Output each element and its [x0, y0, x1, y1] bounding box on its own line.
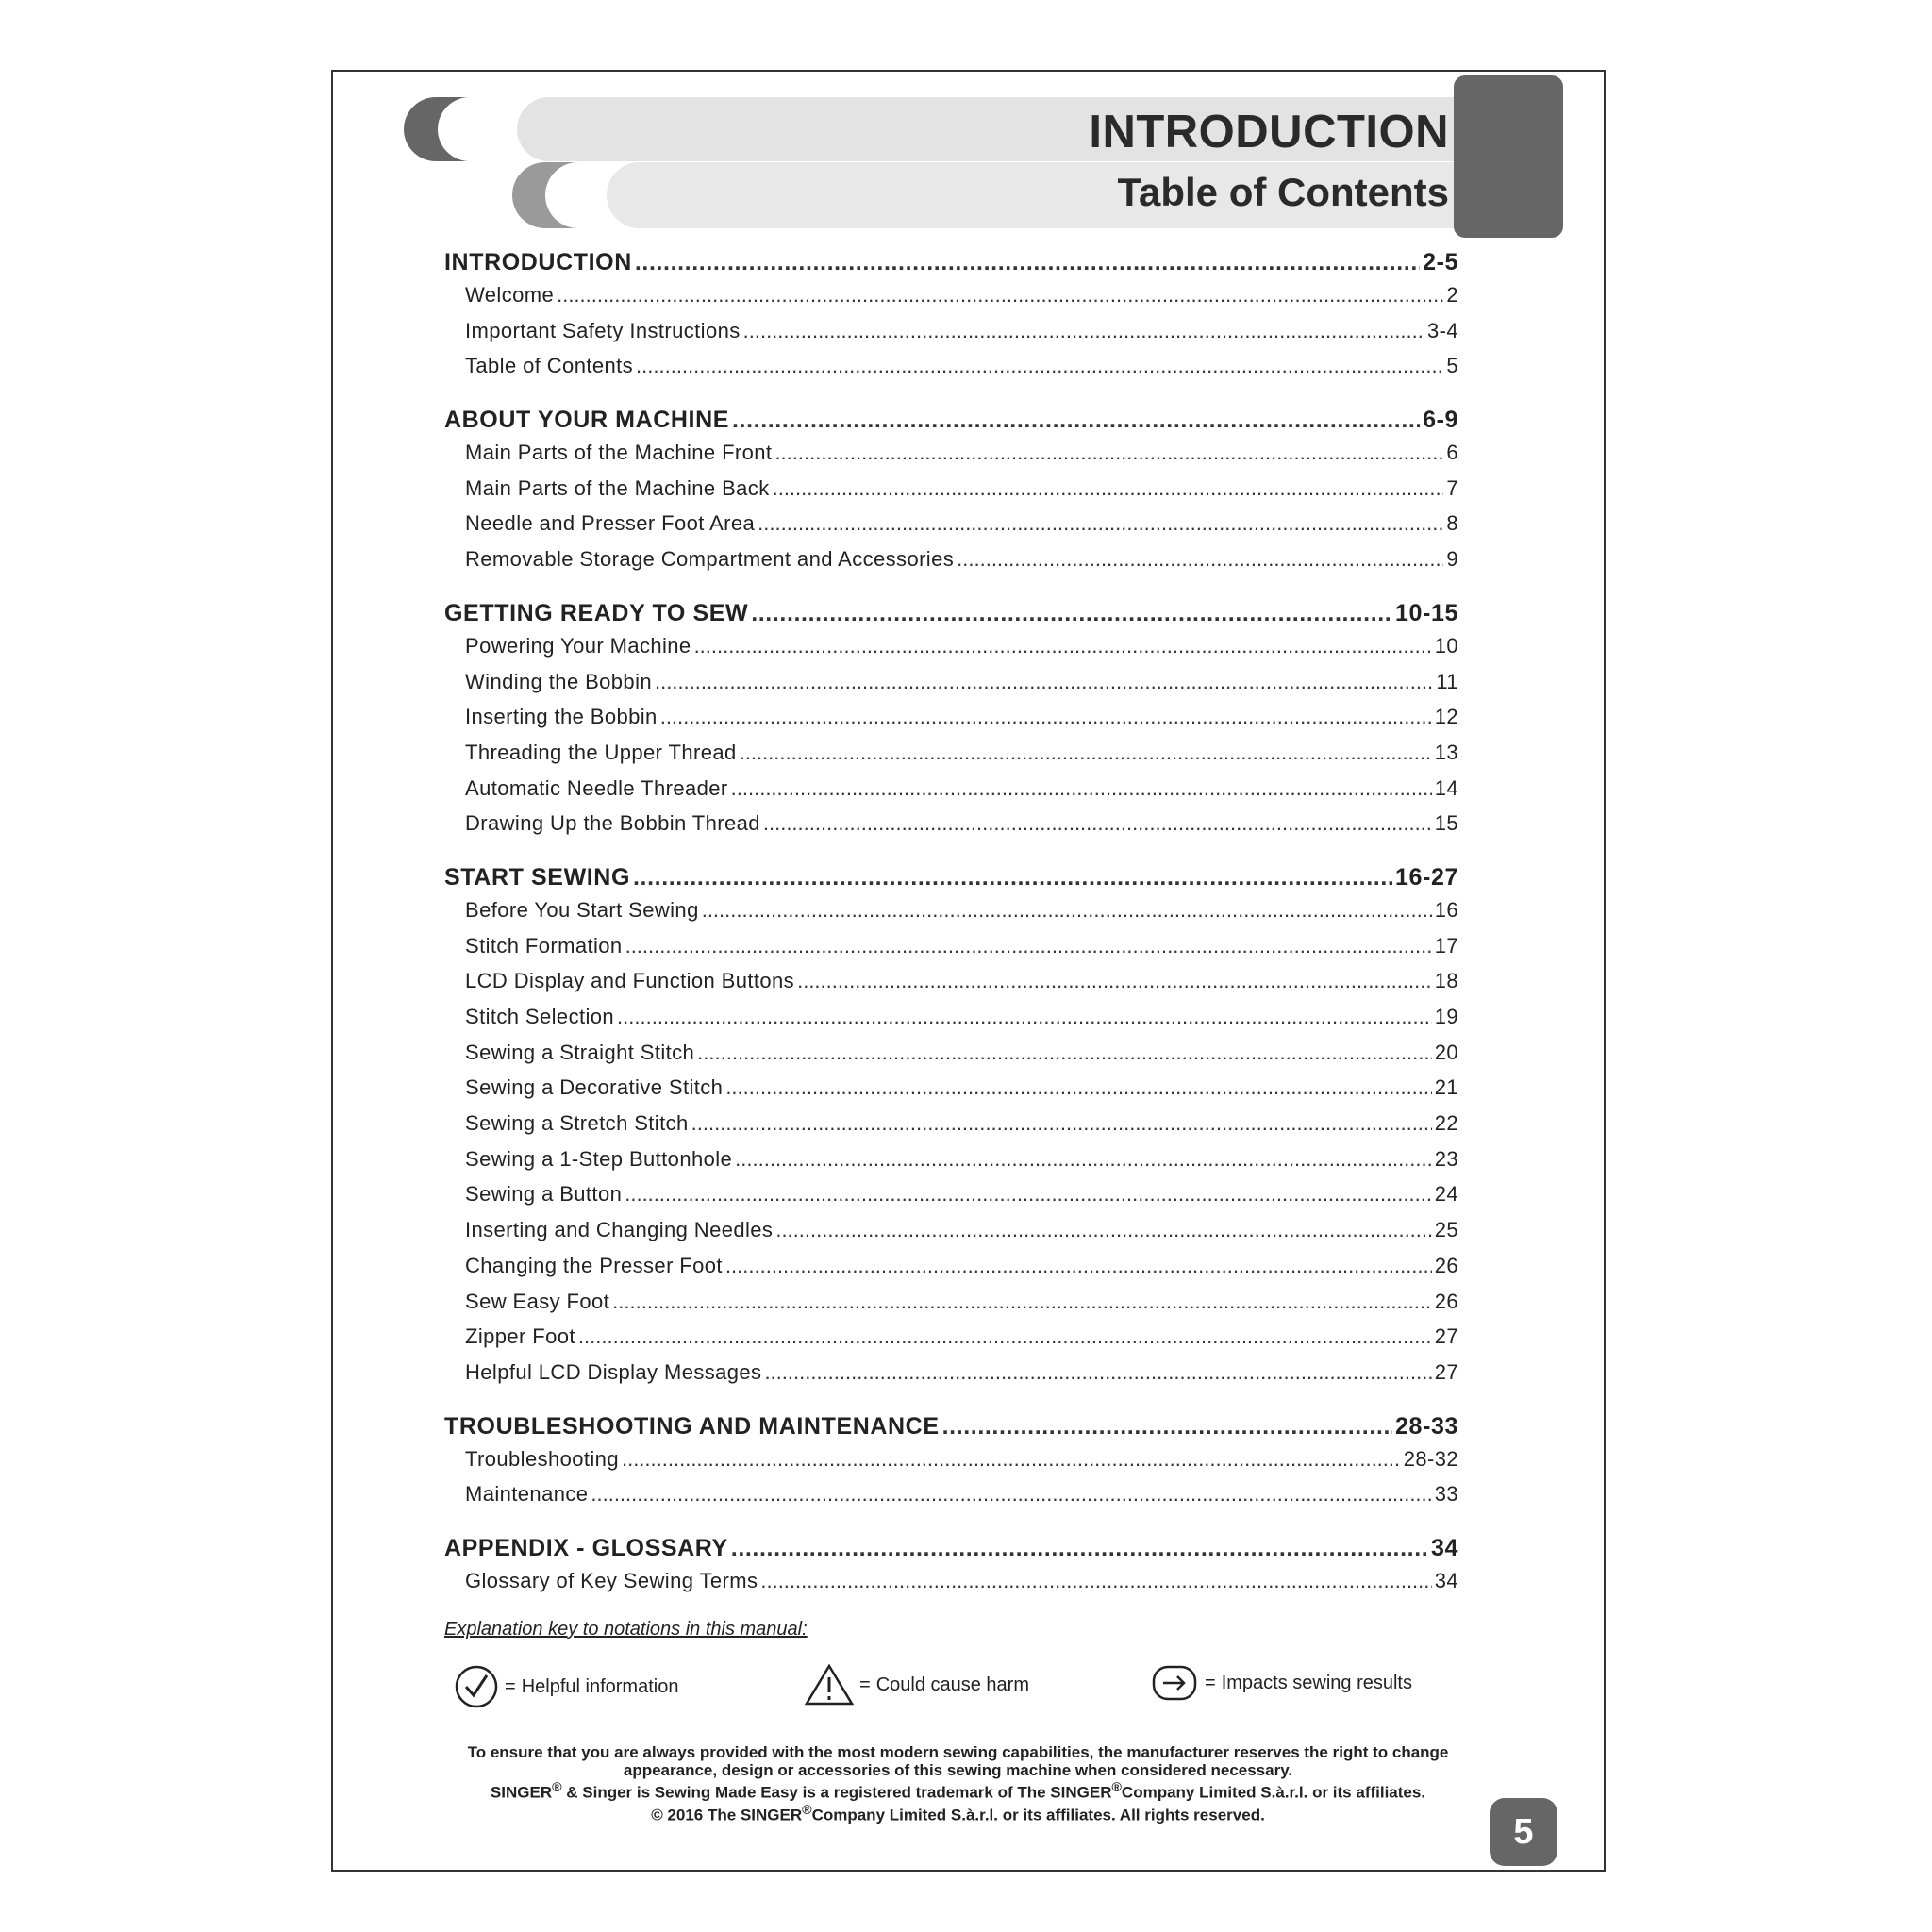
toc-item-label: Removable Storage Compartment and Accessories: [465, 547, 955, 572]
toc-item: [444, 1147, 1458, 1183]
toc-item-page: 25: [1434, 1218, 1458, 1242]
toc-item: [444, 1075, 1458, 1111]
toc-item-page: 16: [1434, 897, 1458, 922]
toc-item: [444, 741, 1458, 776]
toc-item-page: 3-4: [1427, 318, 1458, 342]
toc-item-page: 26: [1434, 1289, 1458, 1313]
toc-item: [444, 1005, 1458, 1041]
toc-item: [444, 354, 1458, 390]
registered-mark: ®: [1111, 1780, 1122, 1795]
dot-leader: [735, 1147, 1432, 1172]
dot-leader: [764, 1360, 1431, 1385]
toc-item-page: 28-32: [1403, 1446, 1458, 1471]
toc-item-label: Stitch Selection: [465, 1005, 615, 1028]
toc-item-page: 18: [1434, 969, 1458, 993]
toc-item: [444, 969, 1458, 1005]
page-subtitle: Table of Contents: [1117, 170, 1449, 214]
toc-item: [444, 670, 1458, 706]
brand-name: SINGER: [740, 1806, 803, 1824]
toc-item: [444, 1324, 1458, 1360]
toc-item: [444, 1111, 1458, 1147]
key-equals: =: [1205, 1672, 1216, 1693]
toc-item-label: Welcome: [465, 283, 555, 307]
page-title: INTRODUCTION: [1089, 107, 1449, 158]
toc-item-page: 8: [1446, 511, 1458, 536]
toc-item: [444, 1041, 1458, 1076]
footer-line-1: To ensure that you are always provided with the most modern sewing capabilities, the manufacturer reserves the right to change appearance, design or accessories of this sewing machine when considered necessary.: [467, 1743, 1449, 1779]
checkmark-circle-icon: [454, 1664, 499, 1709]
toc-item: [444, 811, 1458, 847]
brand-name: SINGER: [1050, 1783, 1112, 1802]
toc-item-page: 12: [1434, 705, 1458, 729]
footer-line-2: [437, 1779, 1479, 1802]
toc-item-page: 17: [1434, 933, 1458, 958]
dot-leader: [694, 634, 1432, 658]
toc-item-label: Sewing a Decorative Stitch: [465, 1075, 724, 1100]
dot-leader: [758, 511, 1443, 536]
key-harm: [805, 1664, 1029, 1706]
toc-item-label: Sewing a Straight Stitch: [465, 1040, 695, 1064]
dot-leader: [774, 441, 1443, 465]
dot-leader: [655, 670, 1433, 694]
dot-leader: [557, 283, 1443, 308]
dot-leader: [591, 1482, 1431, 1507]
toc-item-label: Table of Contents: [465, 354, 634, 378]
toc-item-page: 22: [1434, 1111, 1458, 1136]
toc-item-page: 21: [1434, 1075, 1458, 1100]
toc-section-title: INTRODUCTION: [444, 249, 632, 275]
toc-item-label: Winding the Bobbin: [465, 669, 652, 693]
footer-line-2-mid: & Singer is Sewing Made Easy is a registered trademark of The: [561, 1783, 1051, 1802]
toc-section-title: GETTING READY TO SEW: [444, 599, 749, 626]
dot-leader: [697, 1041, 1432, 1065]
toc-section: [444, 1535, 1458, 1569]
toc-item-page: 27: [1434, 1359, 1458, 1384]
toc-section: [444, 600, 1458, 634]
toc-item-page: 19: [1434, 1005, 1458, 1028]
toc-item-label: Troubleshooting: [465, 1446, 619, 1471]
toc-item-label: Threading the Upper Thread: [465, 740, 737, 764]
dot-leader: [702, 898, 1432, 923]
key-heading: Explanation key to notations in this manual:: [444, 1619, 808, 1640]
dot-leader: [636, 354, 1443, 378]
dot-leader: [751, 600, 1392, 627]
toc-item: [444, 776, 1458, 812]
toc-item-page: 14: [1434, 775, 1458, 800]
toc-section: [444, 249, 1458, 283]
light-hook-decoration: [512, 162, 580, 228]
toc-item: [444, 1447, 1458, 1483]
toc-item-page: 6: [1446, 441, 1458, 465]
toc-section-title: ABOUT YOUR MACHINE: [444, 407, 730, 434]
toc-item-label: Automatic Needle Threader: [465, 775, 728, 800]
key-helpful: [454, 1664, 678, 1709]
dot-leader: [633, 864, 1392, 891]
toc-item-page: 15: [1434, 811, 1458, 836]
footer-line-3-start: © 2016 The: [651, 1806, 741, 1824]
dot-leader: [942, 1413, 1392, 1441]
toc-item-label: LCD Display and Function Buttons: [465, 969, 795, 993]
dot-leader: [740, 741, 1432, 765]
toc-item-label: Zipper Foot: [465, 1324, 575, 1349]
toc-section-pages: 28-33: [1395, 1412, 1458, 1440]
toc-section-pages: 6-9: [1423, 407, 1458, 434]
toc-item-label: Maintenance: [465, 1482, 589, 1507]
toc-item: [444, 634, 1458, 670]
toc-section: [444, 407, 1458, 441]
toc-item-page: 24: [1434, 1182, 1458, 1207]
dot-leader: [731, 776, 1432, 801]
dot-leader: [660, 705, 1432, 729]
toc-item-label: Sew Easy Foot: [465, 1289, 610, 1313]
toc-item-label: Inserting the Bobbin: [465, 705, 658, 729]
dot-leader: [775, 1218, 1431, 1242]
dot-leader: [760, 1569, 1431, 1593]
toc-section-title: APPENDIX - GLOSSARY: [444, 1534, 728, 1561]
dark-hook-decoration: [404, 97, 472, 161]
toc-item: [444, 511, 1458, 547]
warning-triangle-icon: [805, 1664, 854, 1706]
toc-item: [444, 441, 1458, 476]
toc-item-label: Powering Your Machine: [465, 633, 691, 658]
footer-line-3-end: Company Limited S.à.r.l. or its affiliates. All rights reserved.: [811, 1806, 1265, 1824]
dot-leader: [635, 249, 1420, 276]
toc-section: [444, 1413, 1458, 1447]
dot-leader: [763, 811, 1432, 836]
toc-item-label: Inserting and Changing Needles: [465, 1218, 774, 1242]
toc-item: [444, 1360, 1458, 1396]
toc-item: [444, 898, 1458, 934]
key-equals: =: [505, 1675, 516, 1697]
dot-leader: [612, 1290, 1432, 1314]
dot-leader: [773, 476, 1444, 501]
dot-leader: [691, 1111, 1432, 1136]
toc-item-page: 23: [1434, 1146, 1458, 1171]
toc-item: [444, 547, 1458, 583]
section-tab: [1454, 75, 1563, 238]
page-number: 5: [1490, 1798, 1557, 1866]
toc-item-page: 5: [1446, 354, 1458, 378]
toc-item: [444, 1482, 1458, 1518]
toc-item: [444, 705, 1458, 741]
table-of-contents: [444, 249, 1458, 1605]
key-harm-label: Could cause harm: [875, 1674, 1029, 1695]
toc-item: [444, 1569, 1458, 1605]
dot-leader: [625, 1182, 1431, 1207]
toc-section-pages: 34: [1430, 1534, 1458, 1561]
toc-section-pages: 2-5: [1423, 249, 1458, 275]
toc-item-label: Helpful LCD Display Messages: [465, 1359, 762, 1384]
key-equals: =: [859, 1674, 871, 1695]
toc-item: [444, 1182, 1458, 1218]
footer-line-2-end: Company Limited S.à.r.l. or its affiliates.: [1121, 1783, 1426, 1802]
dot-leader: [617, 1005, 1432, 1029]
arrow-box-icon: [1152, 1664, 1199, 1702]
dot-leader: [957, 547, 1443, 572]
toc-item-label: Sewing a Button: [465, 1182, 623, 1207]
toc-item-page: 10: [1434, 633, 1458, 658]
dot-leader: [725, 1254, 1432, 1278]
footer-line-3: [437, 1802, 1479, 1824]
toc-section: [444, 864, 1458, 898]
toc-item-label: Needle and Presser Foot Area: [465, 511, 756, 536]
brand-name: SINGER: [490, 1783, 553, 1802]
dot-leader: [743, 319, 1424, 343]
dot-leader: [797, 969, 1432, 993]
key-impacts-label: Impacts sewing results: [1221, 1672, 1412, 1693]
toc-item: [444, 283, 1458, 319]
key-impacts: [1152, 1664, 1412, 1702]
toc-item-page: 13: [1434, 740, 1458, 764]
toc-item-label: Sewing a 1-Step Buttonhole: [465, 1146, 733, 1171]
dot-leader: [731, 1535, 1428, 1562]
toc-item-page: 7: [1446, 475, 1458, 500]
toc-item-label: Stitch Formation: [465, 933, 623, 958]
toc-item-label: Before You Start Sewing: [465, 897, 699, 922]
toc-item-page: 26: [1434, 1253, 1458, 1277]
toc-item-page: 33: [1434, 1482, 1458, 1507]
toc-item-label: Main Parts of the Machine Front: [465, 441, 773, 465]
toc-item: [444, 1218, 1458, 1254]
toc-item-page: 9: [1446, 547, 1458, 572]
toc-item: [444, 476, 1458, 512]
key-helpful-label: Helpful information: [521, 1675, 679, 1697]
toc-item-page: 34: [1434, 1568, 1458, 1592]
dot-leader: [578, 1324, 1432, 1349]
toc-item-label: Sewing a Stretch Stitch: [465, 1111, 689, 1136]
registered-mark: ®: [802, 1802, 812, 1818]
footer-notice: [437, 1743, 1479, 1824]
dot-leader: [725, 1075, 1431, 1100]
toc-item: [444, 1290, 1458, 1325]
toc-section-title: START SEWING: [444, 863, 631, 891]
toc-item-page: 11: [1436, 669, 1458, 693]
toc-item-label: Drawing Up the Bobbin Thread: [465, 811, 760, 836]
toc-section-pages: 10-15: [1395, 599, 1458, 626]
toc-section-title: TROUBLESHOOTING AND MAINTENANCE: [444, 1412, 940, 1440]
toc-item: [444, 1254, 1458, 1290]
registered-mark: ®: [552, 1780, 562, 1795]
toc-item-page: 20: [1434, 1040, 1458, 1064]
toc-item-label: Glossary of Key Sewing Terms: [465, 1568, 758, 1592]
toc-section-pages: 16-27: [1395, 863, 1458, 891]
dot-leader: [732, 407, 1420, 434]
toc-item-page: 27: [1434, 1324, 1458, 1349]
manual-page: [331, 70, 1606, 1872]
toc-item: [444, 319, 1458, 355]
toc-item-label: Main Parts of the Machine Back: [465, 475, 770, 500]
toc-item-label: Changing the Presser Foot: [465, 1253, 723, 1277]
dot-leader: [622, 1447, 1401, 1472]
toc-item-label: Important Safety Instructions: [465, 318, 741, 342]
toc-item: [444, 934, 1458, 970]
toc-item-page: 2: [1446, 283, 1458, 307]
dot-leader: [625, 934, 1432, 958]
